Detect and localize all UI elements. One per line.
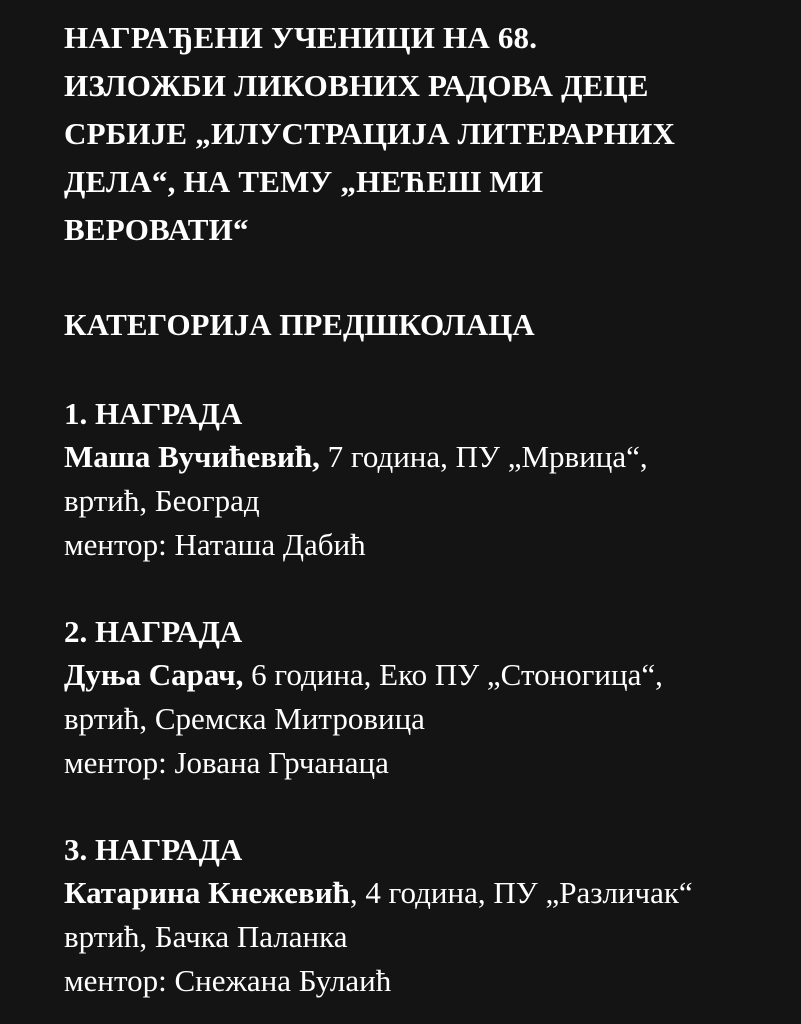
category-heading: КАТЕГОРИЈА ПРЕДШКОЛАЦА [64, 307, 535, 342]
title-line: ДЕЛА“, НА ТЕМУ „НЕЋЕШ МИ [64, 164, 544, 199]
award-winner-line [64, 653, 784, 697]
award-location: вртић, Београд [64, 483, 260, 518]
title-line: ИЗЛОЖБИ ЛИКОВНИХ РАДОВА ДЕЦЕ [64, 68, 649, 103]
award-1 [64, 393, 784, 567]
winner-name: Маша Вучићевић, [64, 439, 320, 474]
award-2 [64, 611, 784, 785]
winner-name: Катарина Кнежевић [64, 875, 350, 910]
award-winner-line [64, 871, 784, 915]
title-line: ВЕРОВАТИ“ [64, 212, 249, 247]
title-line: СРБИЈЕ „ИЛУСТРАЦИЈА ЛИТЕРАРНИХ [64, 116, 676, 151]
award-3 [64, 829, 784, 1003]
winner-details: 6 година, Еко ПУ „Стоногица“, [243, 657, 663, 692]
title-line: НАГРАЂЕНИ УЧЕНИЦИ НА 68. [64, 20, 538, 55]
award-location: вртић, Бачка Паланка [64, 919, 348, 954]
winner-details: , 4 година, ПУ „Различак“ [349, 875, 693, 910]
award-heading: 1. НАГРАДА [64, 396, 243, 431]
award-mentor: ментор: Снежана Булаић [64, 963, 392, 998]
award-winner-line [64, 435, 784, 479]
winner-name: Дуња Сарач, [64, 657, 244, 692]
award-mentor: ментор: Јована Грчанаца [64, 745, 389, 780]
document-title [64, 14, 784, 254]
award-heading: 2. НАГРАДА [64, 614, 243, 649]
award-heading: 3. НАГРАДА [64, 832, 243, 867]
winner-details: 7 година, ПУ „Мрвица“, [319, 439, 648, 474]
award-location: вртић, Сремска Митровица [64, 701, 425, 736]
document-page [64, 14, 784, 1003]
award-mentor: ментор: Наташа Дабић [64, 527, 366, 562]
